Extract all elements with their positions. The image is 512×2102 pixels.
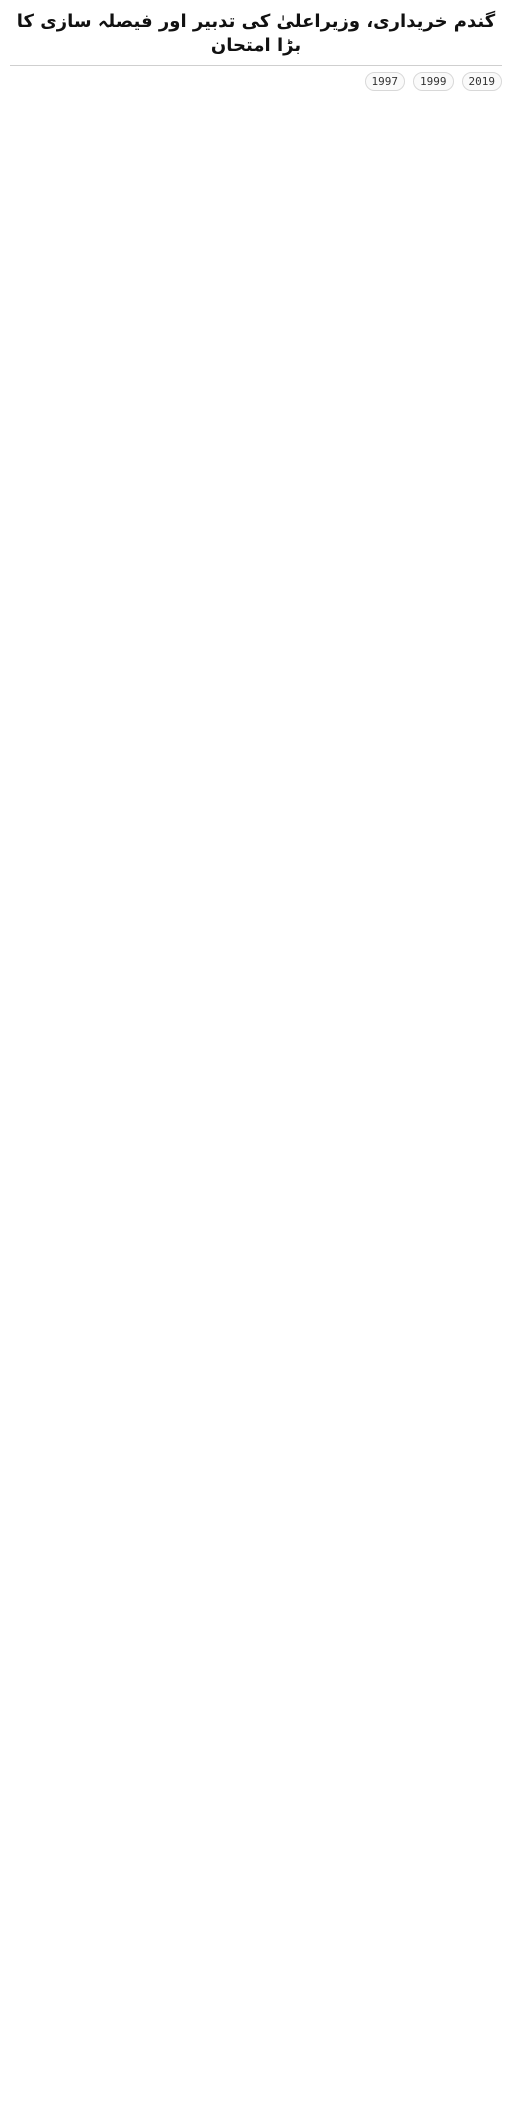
article-headline: گندم خریداری، وزیراعلیٰ کی تدبیر اور فیصلہ سازی کا بڑا امتحان (10, 8, 502, 66)
year-2019: 2019 (462, 72, 503, 91)
year-1997: 1997 (365, 72, 406, 91)
year-1999: 1999 (413, 72, 454, 91)
year-references (10, 72, 502, 91)
